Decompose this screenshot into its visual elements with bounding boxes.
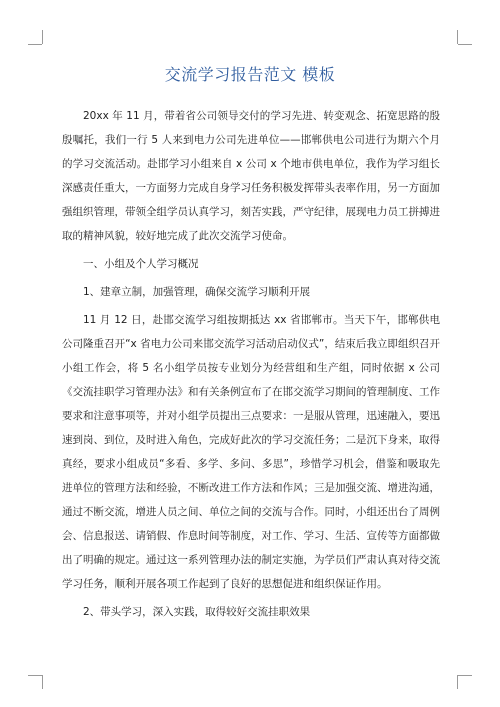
crop-mark-top-left [28, 44, 42, 45]
crop-mark-bottom-right [457, 675, 458, 689]
document-title: 交流学习报告范文 模板 [164, 65, 336, 84]
crop-mark-top-left [42, 30, 43, 44]
crop-mark-bottom-left [42, 675, 43, 689]
subsection-heading: 2、带头学习，深入实践，取得较好交流挂职效果 [83, 606, 311, 618]
document-body [62, 104, 440, 628]
body-paragraph: 11 月 12 日，赴邯交流学习组按期抵达 xx 省邯郸市。当天下午，邯郸供电公司隆重召开“x 省电力公司来邯交流学习活动启动仪式”，结束后我立即组织召开小组工作会，将 5 名小组学员按专业划分为经营组和生产组，同时依据 x 公司《交流挂职学习管理办法》和有关条例宣布了在邯交流学习期间的管理制度、工作要求和注意事项等，并对小组学员提出三点要求：一是服从管理，迅速融入，要迅速到岗、到位，及时进入角色，完成好此次的学习交流任务；二是沉下身来，取得真经，要求小组成员“多看、多学、多问、多思”，珍惜学习机会，借鉴和吸取先进单位的管理方法和经验，不断改进工作方法和作风；三是加强交流、增进沟通，通过不断交流，增进人员之间、单位之间的交流与合作。同时，小组还出台了周例会、信息报送、请销假、作息时间等制度，对工作、学习、生活、宣传等方面都做出了明确的规定。通过这一系列管理办法的制定实施，为学员们严肃认真对待交流学习任务，顺利开展各项工作起到了良好的思想促进和组织保证作用。 [62, 314, 440, 590]
crop-mark-top-right [458, 44, 472, 45]
subsection-heading: 1、建章立制，加强管理，确保交流学习顺利开展 [83, 286, 311, 298]
crop-mark-top-right [457, 30, 458, 44]
crop-mark-bottom-left [28, 675, 42, 676]
body-paragraph: 20xx 年 11 月，带着省公司领导交付的学习先进、转变观念、拓宽思路的殷殷嘱托，我们一行 5 人来到电力公司先进单位——邯郸供电公司进行为期六个月的学习交流活动。赴邯学习小组来自 x 公司 x 个地市供电单位，我作为学习组长深感责任重大，一方面努力完成自身学习任务积极发挥带头表率作用，另一方面加强组织管理，带领全组学员认真学习，刻苦实践，严守纪律，展现电力员工拼搏进取的精神风貌，较好地完成了此次交流学习使命。 [62, 110, 440, 242]
crop-mark-bottom-right [458, 675, 472, 676]
section-heading: 一、小组及个人学习概况 [83, 258, 199, 270]
